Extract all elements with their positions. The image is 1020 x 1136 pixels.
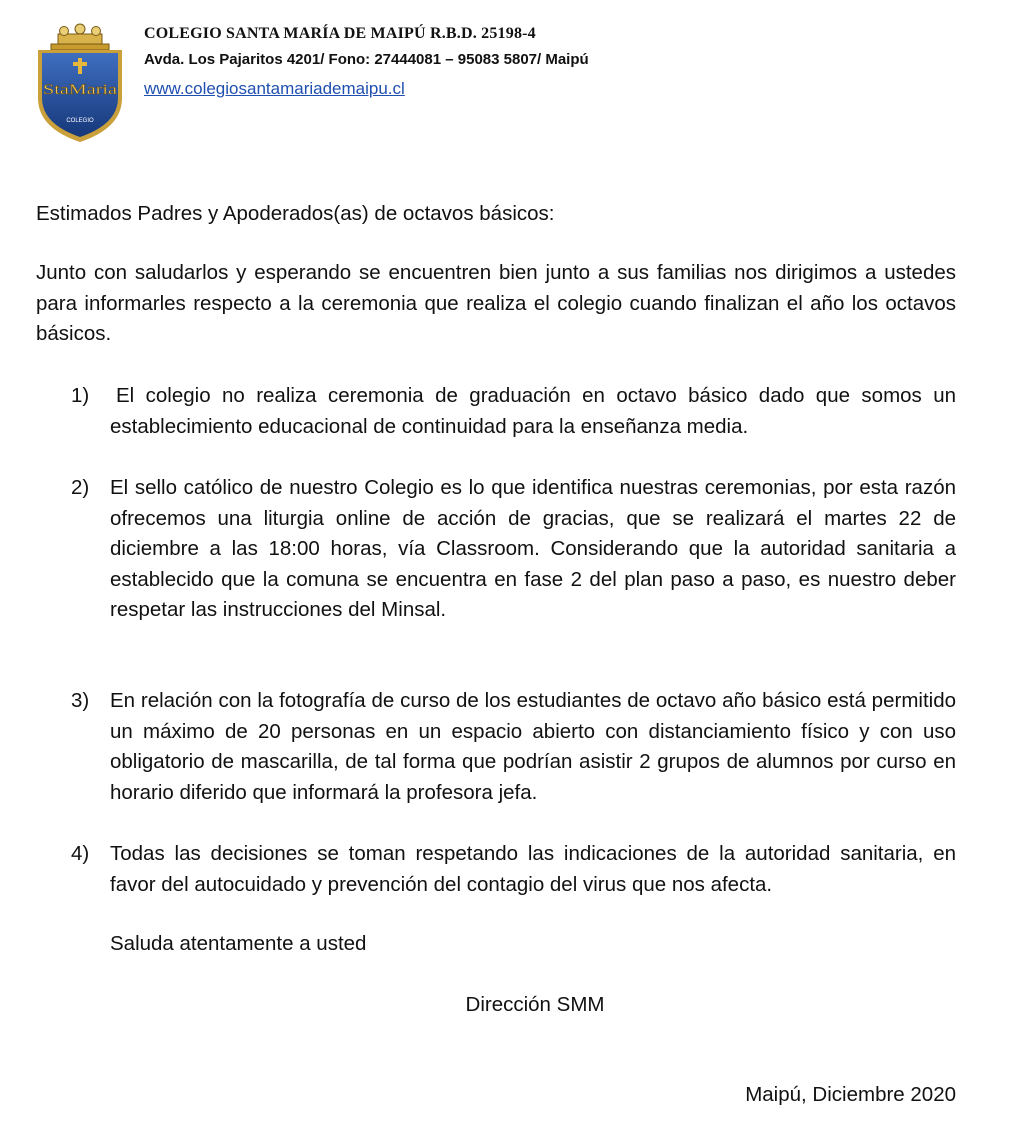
school-address: Avda. Los Pajaritos 4201/ Fono: 27444081 – 95083 5807/ Maipú [144, 51, 589, 68]
list-item-text: Todas las decisiones se toman respetando las indicaciones de la autoridad sanitaria, en favor del autocuidado y prevención del contagio del virus que nos afecta. [110, 842, 956, 896]
list-item-number: 4) [71, 842, 90, 865]
crest-text: StaMaria [43, 82, 118, 98]
letter-signature: Dirección SMM [465, 993, 605, 1016]
list-item-text: El colegio no realiza ceremonia de graduación en octavo básico dado que somos un establecimiento educacional de continuidad para la enseñanza media. [110, 384, 956, 438]
list-item [36, 839, 956, 900]
list-item-number: 2) [71, 476, 90, 499]
school-name: COLEGIO SANTA MARÍA DE MAIPÚ R.B.D. 25198-4 [144, 25, 536, 42]
letter-salutation: Saluda atentamente a usted [110, 932, 367, 955]
list-item [36, 381, 956, 442]
letter-place-date: Maipú, Diciembre 2020 [745, 1083, 956, 1106]
list-item [36, 686, 956, 808]
letter-intro: Junto con saludarlos y esperando se encuentren bien junto a sus familias nos dirigimos a ustedes para informarles respecto a la ceremonia que realiza el colegio cuando finalizan el año los octavos básicos. [36, 261, 956, 345]
crest-subtext: COLEGIO [66, 118, 94, 124]
list-item-number: 1) [71, 384, 90, 407]
list-item-number: 3) [71, 689, 90, 712]
school-crest-logo [34, 20, 126, 144]
list-item [36, 473, 956, 626]
school-website-link[interactable]: www.colegiosantamariademaipu.cl [144, 79, 405, 98]
letter-greeting: Estimados Padres y Apoderados(as) de octavos básicos: [36, 202, 555, 225]
letterhead [0, 0, 1020, 160]
list-item-text: En relación con la fotografía de curso de los estudiantes de octavo año básico está permitido un máximo de 20 personas en un espacio abierto con distanciamiento físico y con uso obligatorio de mascarilla, de tal forma que podrían asistir 2 grupos de alumnos por curso en horario diferido que informará la profesora jefa. [110, 689, 956, 804]
list-item-text: El sello católico de nuestro Colegio es lo que identifica nuestras ceremonias, por esta razón ofrecemos una liturgia online de acción de gracias, que se realizará el martes 22 de diciembre a las 18:00 horas, vía Classroom. Considerando que la autoridad sanitaria a establecido que la comuna se encuentra en fase 2 del plan paso a paso, es nuestro deber respetar las instrucciones del Minsal. [110, 476, 956, 621]
